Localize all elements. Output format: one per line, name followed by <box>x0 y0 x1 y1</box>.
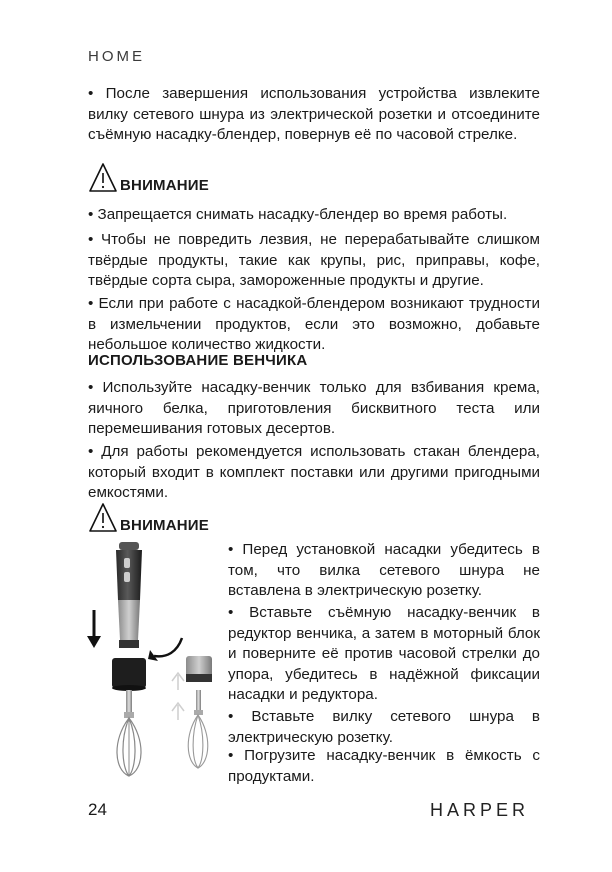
intro-paragraph: • После завершения использования устройства извлеките вилку сетевого шнура из электрической розетки и отсоедините съёмную насадку-блендер, повернув её по часовой стрелке. <box>88 85 540 143</box>
warning2-item-3: • Вставьте вилку сетевого шнура в электрическую розетку. <box>228 708 540 746</box>
whisk-attachment-1 <box>117 690 141 776</box>
whisk-attachment-2 <box>188 690 208 768</box>
warning1-item-1: • Запрещается снимать насадку-блендер во время работы. <box>88 206 508 223</box>
warning2-item-4: • Погрузите насадку-венчик в ёмкость с продуктами. <box>228 747 540 785</box>
warning-block-1 <box>88 160 209 194</box>
page-number: 24 <box>88 800 107 819</box>
down-arrow-icon <box>87 610 101 648</box>
warning-triangle-icon <box>88 162 118 194</box>
warning-block-2 <box>88 500 209 534</box>
warning2-item-1: • Перед установкой насадки убедитесь в том, что вилка сетевого шнура не вставлена в электрическую розетку. <box>228 541 540 599</box>
warning2-item-2: • Вставьте съёмную насадку-венчик в редуктор венчика, а затем в моторный блок и поверните её против часовой стрелки до упора, убедитесь в надёжной фиксации насадки и редуктора. <box>228 604 540 703</box>
home-brand-logo: HOME <box>88 48 145 65</box>
whisk-gearbox-silver <box>186 656 212 682</box>
whisk-item-2: • Для работы рекомендуется использовать стакан блендера, который входит в комплект поставки или другими пригодными емкостями. <box>88 443 540 501</box>
warning-label-2: ВНИМАНИЕ <box>120 517 209 534</box>
warning-label-1: ВНИМАНИЕ <box>120 177 209 194</box>
warning-triangle-icon <box>88 502 118 534</box>
blender-whisk-assembly-illustration <box>82 540 222 790</box>
rotate-arrow-icon <box>148 638 182 661</box>
whisk-gearbox <box>112 658 146 691</box>
up-arrow-icon <box>172 673 184 720</box>
warning1-item-2: • Чтобы не повредить лезвия, не перерабатывайте слишком твёрдые продукты, такие как крупы, рис, приправы, кофе, твёрдые сорта сыра, замороженные продукты и другие. <box>88 231 540 289</box>
whisk-section-title: ИСПОЛЬЗОВАНИЕ ВЕНЧИКА <box>88 352 308 369</box>
warning1-item-3: • Если при работе с насадкой-блендером возникают трудности в измельчении продуктов, если это возможно, добавьте небольшое количество жидкости. <box>88 295 540 353</box>
whisk-item-1: • Используйте насадку-венчик только для взбивания крема, яичного белка, приготовления бисквитного теста или перемешивания готовых десертов. <box>88 379 540 437</box>
motor-block <box>116 542 142 648</box>
harper-brand-logo: HARPER <box>430 800 530 820</box>
